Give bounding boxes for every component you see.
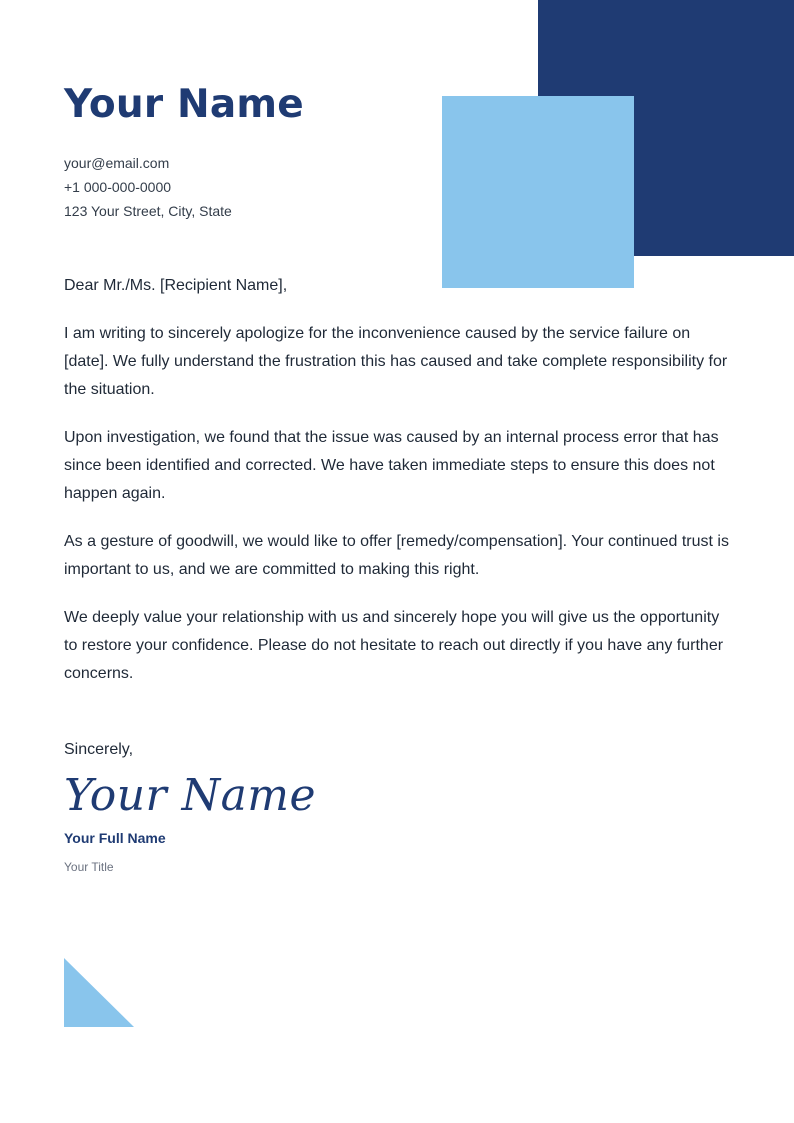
salutation: Dear Mr./Ms. [Recipient Name], (64, 277, 288, 294)
sender-email: your@email.com (64, 155, 170, 171)
decorative-light-square (442, 96, 634, 288)
decorative-triangle (64, 958, 134, 1027)
handwritten-signature: Your Name (64, 770, 317, 821)
sender-name: Your Name (64, 82, 304, 127)
body-paragraph: Upon investigation, we found that the issue was caused by an internal process error that has since been identified and corrected. We have taken immediate steps to ensure this does not happen again. (64, 429, 719, 502)
body-paragraph: We deeply value your relationship with us and sincerely hope you will give us the opportunity to restore your confidence. Please do not hesitate to reach out directly if you have any further concerns. (64, 609, 724, 682)
contact-block (64, 151, 232, 223)
body-paragraph: I am writing to sincerely apologize for the inconvenience caused by the service failure on [date]. We fully understand the frustration this has caused and take complete responsibility for the situation. (64, 325, 728, 398)
signer-full-name: Your Full Name (64, 830, 166, 846)
sender-address: 123 Your Street, City, State (64, 203, 232, 219)
letter-body (64, 320, 734, 708)
signer-title: Your Title (64, 860, 114, 874)
valediction: Sincerely, (64, 741, 134, 758)
body-paragraph: As a gesture of goodwill, we would like to offer [remedy/compensation]. Your continued trust is important to us, and we are committed to making this right. (64, 533, 729, 578)
sender-phone: +1 000-000-0000 (64, 179, 172, 195)
